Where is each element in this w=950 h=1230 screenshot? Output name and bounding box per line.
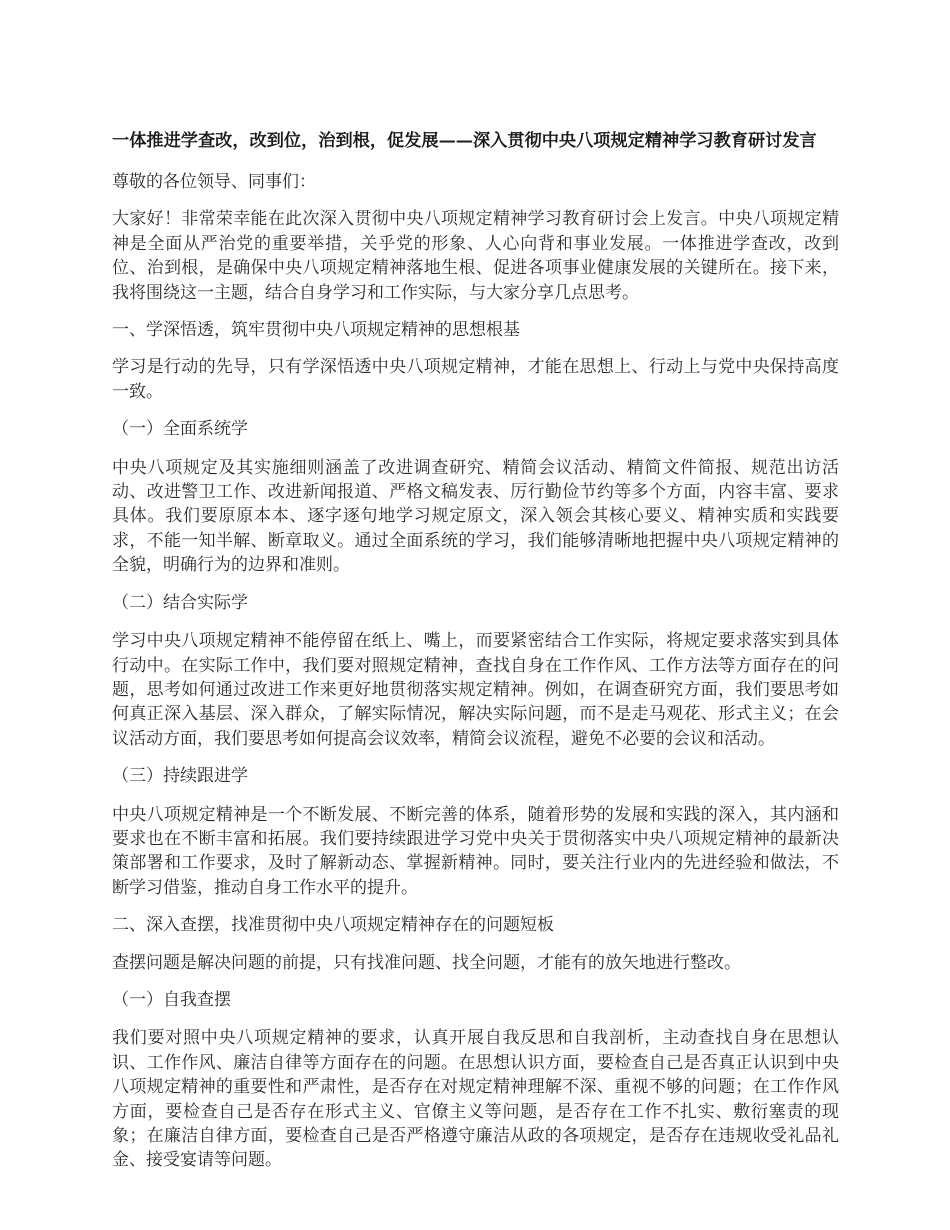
salutation: 尊敬的各位领导、同事们： <box>112 172 316 192</box>
document-title: 一体推进学查改，改到位，治到根，促发展——深入贯彻中央八项规定精神学习教育研讨发言 <box>112 131 817 151</box>
section-heading-1: 一、学深悟透，筑牢贯彻中央八项规定精神的思想根基 <box>112 320 520 341</box>
document-body <box>112 128 839 1173</box>
section-intro-2: 查摆问题是解决问题的前提，只有找准问题、找全问题，才能有的放矢地进行整改。 <box>112 952 741 973</box>
subsection-heading-1-1: （一）全面系统学 <box>112 419 248 440</box>
section-intro-1: 学习是行动的先导，只有学深悟透中央八项规定精神，才能在思想上、行动上与党中央保持高度一致。 <box>112 357 839 402</box>
section-heading-2: 二、深入查摆，找准贯彻中央八项规定精神存在的问题短板 <box>112 915 554 936</box>
subsection-body-1-2: 学习中央八项规定精神不能停留在纸上、嘴上，而要紧密结合工作实际，将规定要求落实到具体行动中。在实际工作中，我们要对照规定精神，查找自身在工作作风、工作方法等方面存在的问题，思考如何通过改进工作来更好地贯彻落实规定精神。例如，在调查研究方面，我们要思考如何真正深入基层、深入群众，了解实际情况，解决实际问题，而不是走马观花、形式主义；在会议活动方面，我们要思考如何提高会议效率，精简会议流程，避免不必要的会议和活动。 <box>112 631 839 749</box>
subsection-body-2-1: 我们要对照中央八项规定精神的要求，认真开展自我反思和自我剖析，主动查找自身在思想认识、工作作风、廉洁自律等方面存在的问题。在思想认识方面，要检查自己是否真正认识到中央八项规定精神的重要性和严肃性，是否存在对规定精神理解不深、重视不够的问题；在工作作风方面，要检查自己是否存在形式主义、官僚主义等问题，是否存在工作不扎实、敷衍塞责的现象；在廉洁自律方面，要检查自己是否严格遵守廉洁从政的各项规定，是否存在违规收受礼品礼金、接受宴请等问题。 <box>112 1028 839 1171</box>
subsection-heading-1-2: （二）结合实际学 <box>112 592 248 613</box>
subsection-body-1-1: 中央八项规定及其实施细则涵盖了改进调查研究、精简会议活动、精简文件简报、规范出访活动、改进警卫工作、改进新闻报道、严格文稿发表、厉行勤俭节约等多个方面，内容丰富、要求具体。我们要原原本本、逐字逐句地学习规定原文，深入领会其核心要义、精神实质和实践要求，不能一知半解、断章取义。通过全面系统的学习，我们能够清晰地把握中央八项规定精神的全貌，明确行为的边界和准则。 <box>112 457 839 576</box>
opening-paragraph: 大家好！非常荣幸能在此次深入贯彻中央八项规定精神学习教育研讨会上发言。中央八项规定精神是全面从严治党的重要举措，关乎党的形象、人心向背和事业发展。一体推进学查改，改到位、治到根，是确保中央八项规定精神落地生根、促进各项事业健康发展的关键所在。接下来，我将围绕这一主题，结合自身学习和工作实际，与大家分享几点思考。 <box>112 209 839 303</box>
subsection-body-1-3: 中央八项规定精神是一个不断发展、不断完善的体系，随着形势的发展和实践的深入，其内涵和要求也在不断丰富和拓展。我们要持续跟进学习党中央关于贯彻落实中央八项规定精神的最新决策部署和工作要求，及时了解新动态、掌握新精神。同时，要关注行业内的先进经验和做法，不断学习借鉴，推动自身工作水平的提升。 <box>112 804 839 898</box>
subsection-heading-1-3: （三）持续跟进学 <box>112 766 248 787</box>
subsection-heading-2-1: （一）自我查摆 <box>112 989 231 1010</box>
